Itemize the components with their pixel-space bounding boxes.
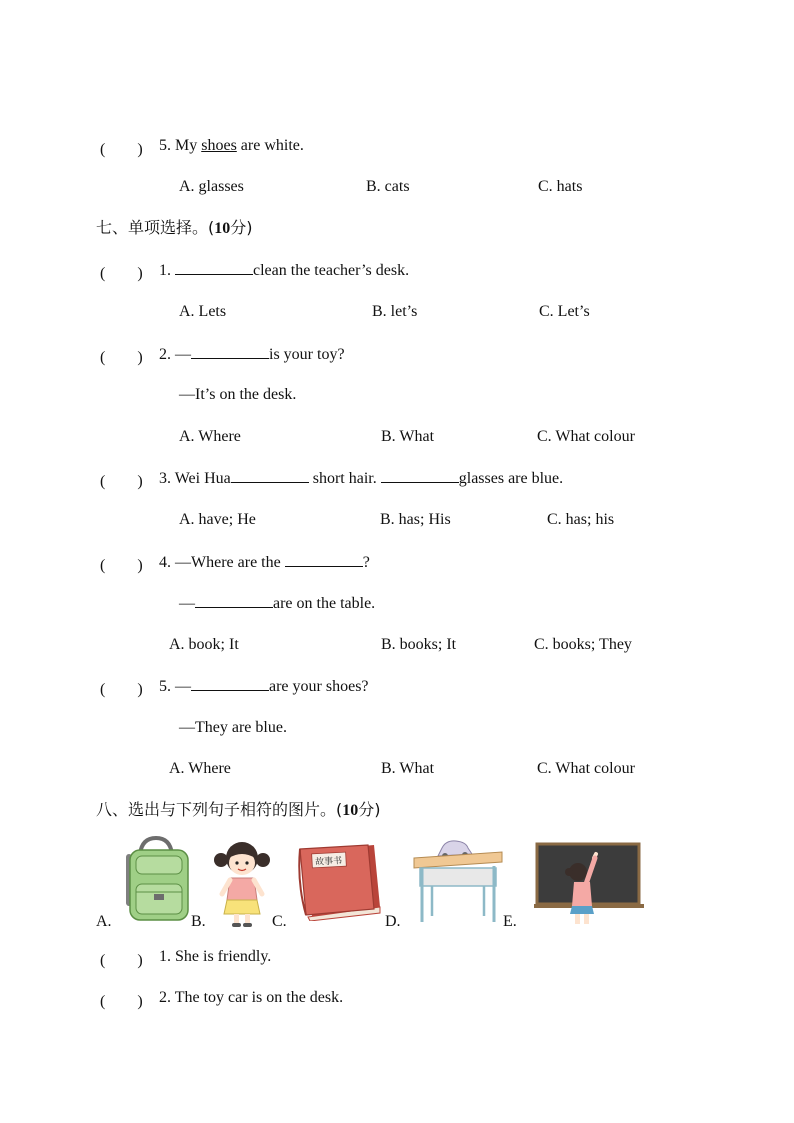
option-c[interactable]: C. books; They xyxy=(534,636,632,653)
question-number: 1. xyxy=(159,262,171,279)
question-number: 4. xyxy=(159,554,171,571)
section-heading-7: 七、单项选择。(10分) xyxy=(96,218,253,237)
picture-label-b: B. xyxy=(191,913,206,930)
answer-paren[interactable]: ( ) xyxy=(100,681,143,698)
section-heading-8: 八、选出与下列句子相符的图片。(10分) xyxy=(96,800,381,819)
answer-paren[interactable]: ( ) xyxy=(100,557,143,574)
question-number: 2. xyxy=(159,989,171,1006)
option-a[interactable]: A. Lets xyxy=(179,303,227,320)
option-c[interactable]: C. What colour xyxy=(537,428,635,445)
fill-blank[interactable] xyxy=(285,552,363,567)
option-c[interactable]: C. What colour xyxy=(537,760,635,777)
fill-blank[interactable] xyxy=(191,344,269,359)
picture-label-e: E. xyxy=(503,913,517,930)
answer-paren[interactable]: ( ) xyxy=(100,473,143,490)
question-text: 2. The toy car is on the desk. xyxy=(159,989,344,1006)
question-number: 5. xyxy=(159,678,171,695)
option-b[interactable]: B. let’s xyxy=(372,303,418,320)
answer-paren[interactable]: ( ) xyxy=(100,141,143,158)
question-number: 5. xyxy=(159,137,171,154)
question-text: 4. —Where are the ? xyxy=(159,554,370,571)
question-text: 2. — is your toy? xyxy=(159,346,345,363)
fill-blank[interactable] xyxy=(231,468,309,483)
question-post: are white. xyxy=(240,137,304,154)
fill-blank[interactable] xyxy=(175,260,253,275)
reply-text: —It’s on the desk. xyxy=(179,386,297,403)
girl-blackboard-icon[interactable] xyxy=(534,842,644,926)
option-b[interactable]: B. cats xyxy=(366,178,410,195)
option-b[interactable]: B. has; His xyxy=(380,511,451,528)
option-a[interactable]: A. have; He xyxy=(179,511,256,528)
option-c[interactable]: C. has; his xyxy=(547,511,615,528)
question-number: 1. xyxy=(159,948,171,965)
question-text: 1. She is friendly. xyxy=(159,948,272,965)
option-b[interactable]: B. books; It xyxy=(381,636,457,653)
book-title-text: 故事书 xyxy=(314,856,343,868)
answer-paren[interactable]: ( ) xyxy=(100,265,143,282)
question-number: 2. xyxy=(159,346,171,363)
option-b[interactable]: B. What xyxy=(381,760,435,777)
answer-paren[interactable]: ( ) xyxy=(100,952,143,969)
question-pre: My xyxy=(175,137,198,154)
picture-label-c: C. xyxy=(272,913,287,930)
option-a[interactable]: A. Where xyxy=(169,760,231,777)
question-text: 3. Wei Hua short hair. glasses are blue. xyxy=(159,470,564,487)
question-text xyxy=(159,136,304,156)
option-b[interactable]: B. What xyxy=(381,428,435,445)
option-c[interactable]: C. hats xyxy=(538,178,583,195)
answer-paren[interactable]: ( ) xyxy=(100,993,143,1010)
question-text: 1. clean the teacher’s desk. xyxy=(159,262,410,279)
question-text: 5. — are your shoes? xyxy=(159,678,369,695)
option-a[interactable]: A. glasses xyxy=(179,178,244,195)
fill-blank[interactable] xyxy=(381,468,459,483)
storybook-icon[interactable] xyxy=(296,843,382,921)
backpack-icon[interactable] xyxy=(118,836,194,926)
reply-text: — are on the table. xyxy=(179,595,376,612)
picture-label-a: A. xyxy=(96,913,112,930)
answer-paren[interactable]: ( ) xyxy=(100,349,143,366)
desk-toy-car-icon[interactable] xyxy=(412,836,504,926)
fill-blank[interactable] xyxy=(191,676,269,691)
reply-text: —They are blue. xyxy=(179,719,287,736)
picture-label-d: D. xyxy=(385,913,401,930)
underlined-word: shoes xyxy=(201,137,237,154)
fill-blank[interactable] xyxy=(195,593,273,608)
question-number: 3. xyxy=(159,470,171,487)
option-a[interactable]: A. Where xyxy=(179,428,241,445)
option-c[interactable]: C. Let’s xyxy=(539,303,590,320)
girl-icon[interactable] xyxy=(214,838,270,928)
option-a[interactable]: A. book; It xyxy=(169,636,239,653)
